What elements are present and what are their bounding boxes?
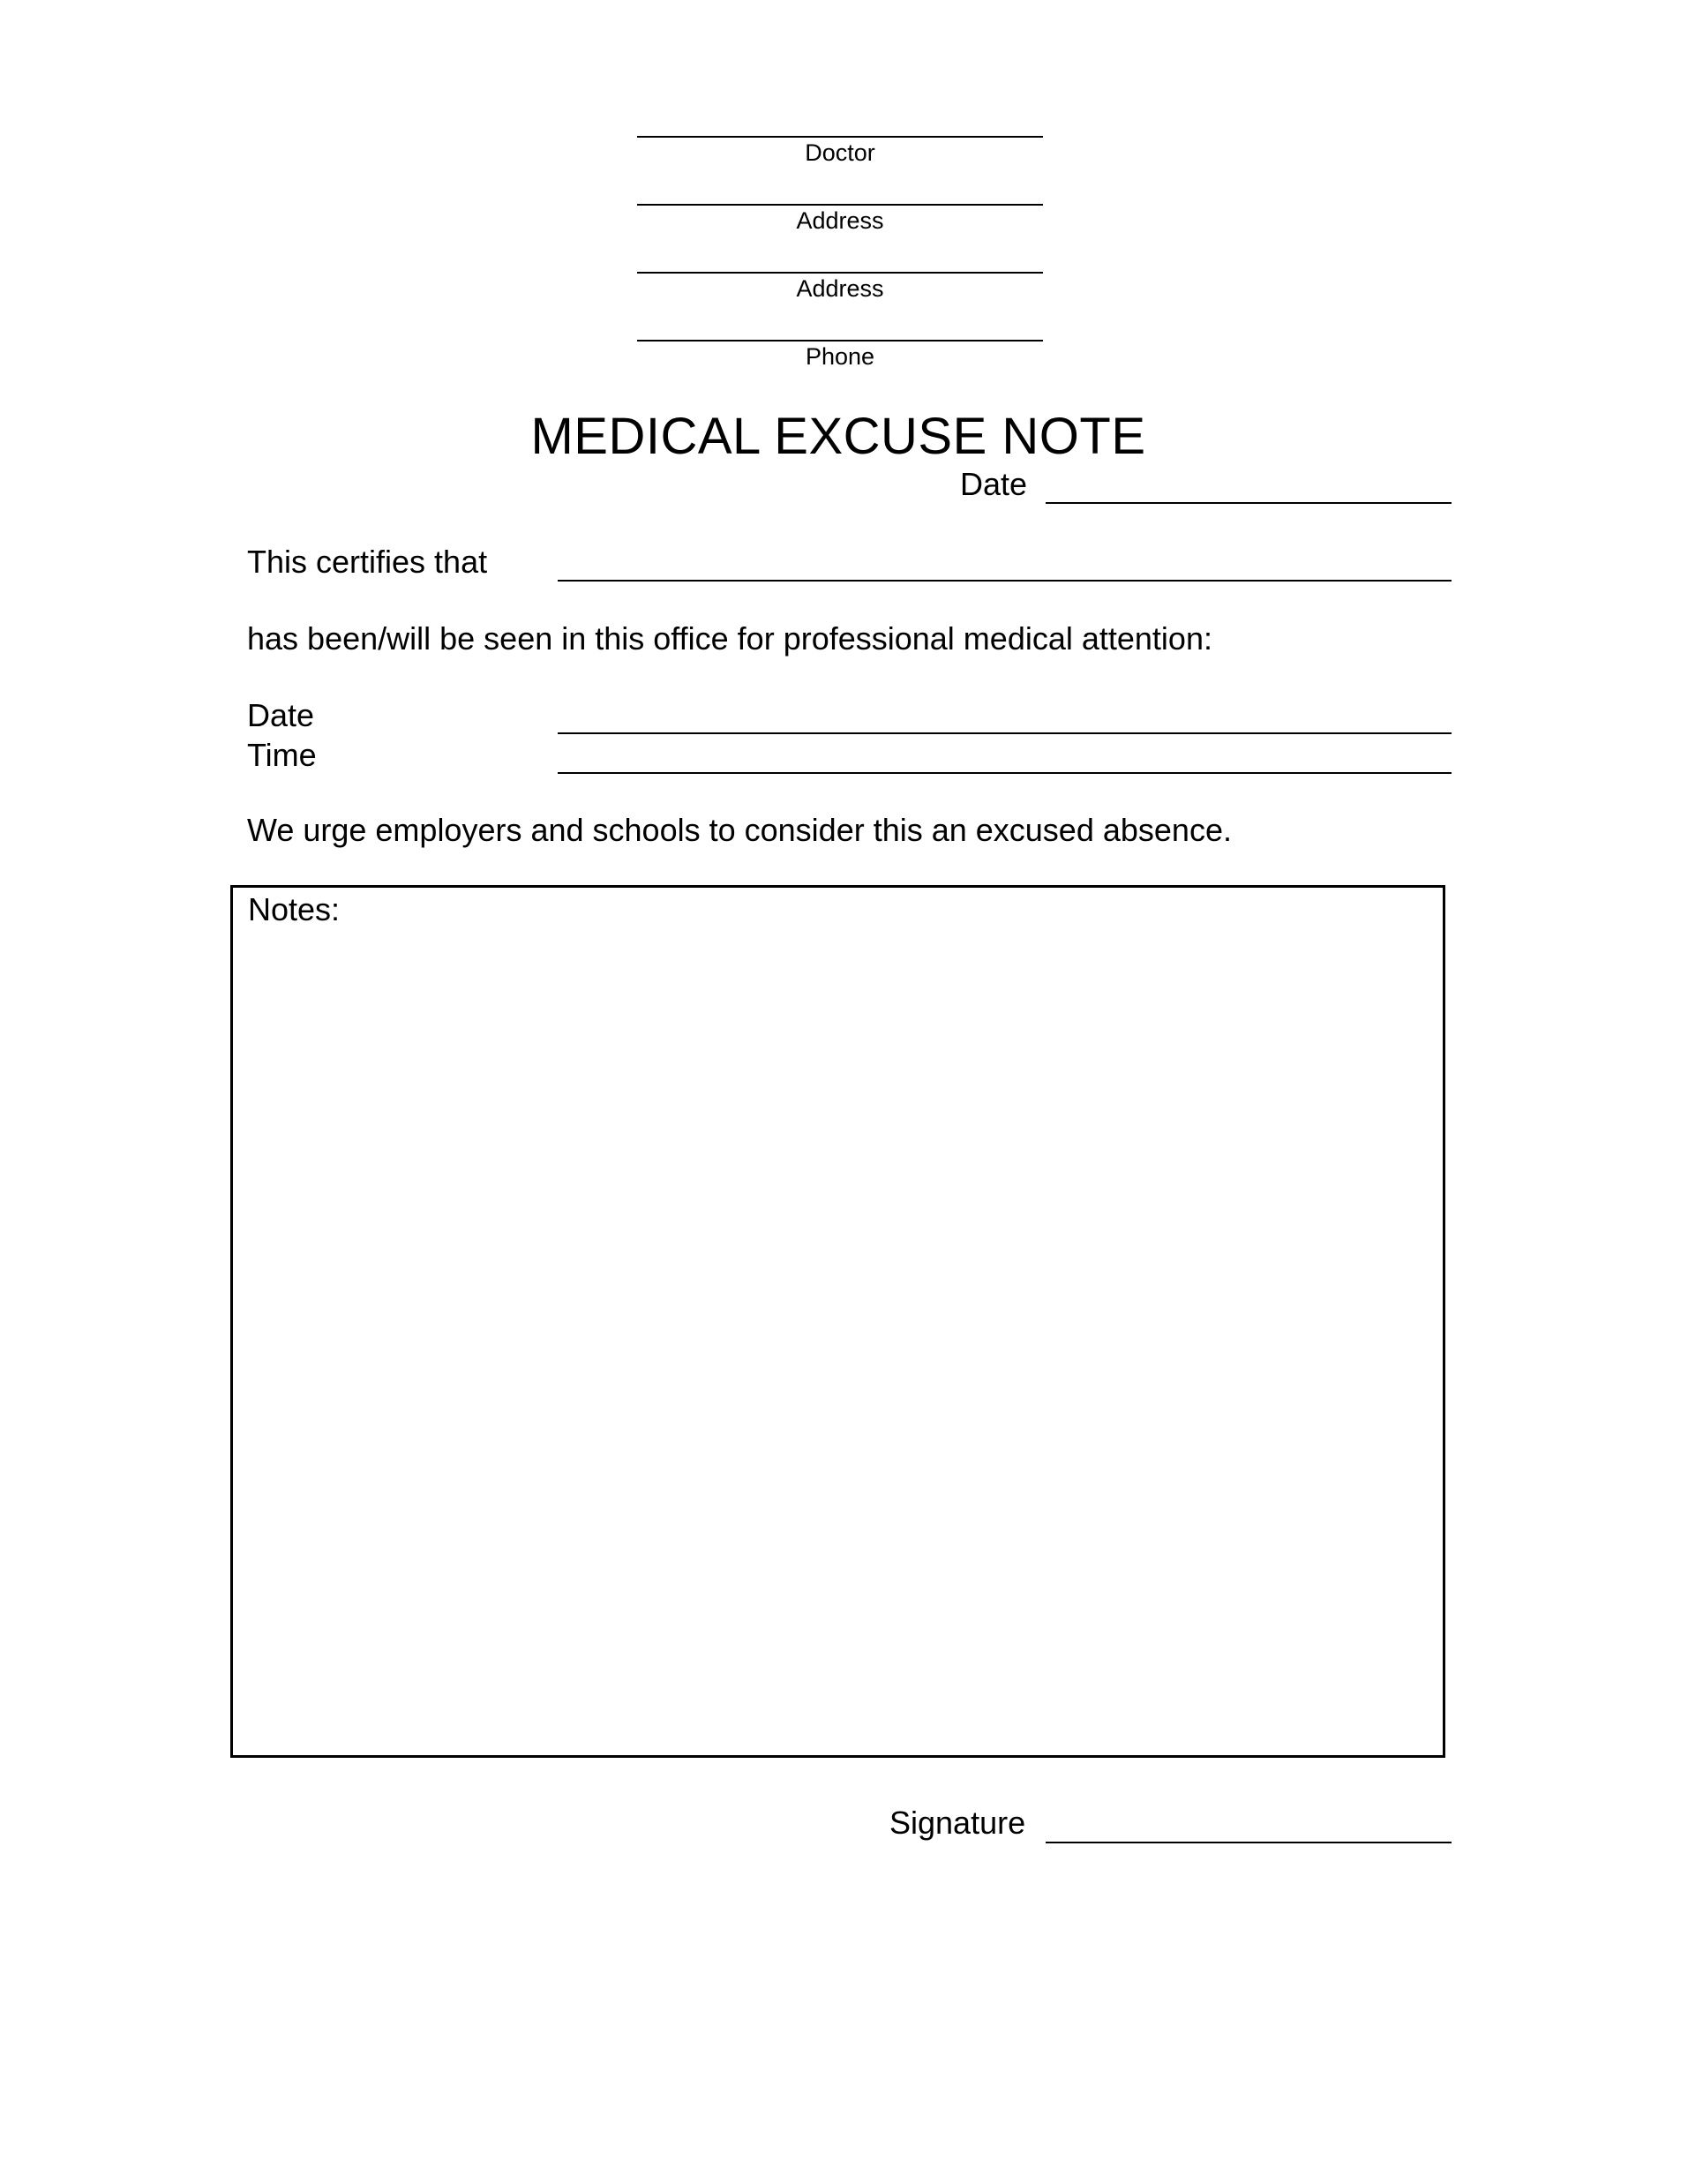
- address-line-1-field-line[interactable]: [637, 204, 1043, 206]
- visit-date-label: Date: [247, 697, 315, 733]
- visit-time-field-line[interactable]: [558, 772, 1452, 774]
- urge-statement: We urge employers and schools to consider this an excused absence.: [247, 812, 1232, 848]
- notes-box[interactable]: [230, 885, 1445, 1758]
- doctor-label: Doctor: [805, 139, 875, 166]
- date-top-label: Date: [960, 466, 1028, 502]
- document-title: MEDICAL EXCUSE NOTE: [530, 408, 1146, 465]
- patient-name-field-line[interactable]: [558, 580, 1452, 582]
- signature-label: Signature: [889, 1805, 1026, 1841]
- date-top-field-line[interactable]: [1046, 502, 1452, 504]
- visit-time-label: Time: [247, 737, 317, 773]
- address-line-2-label: Address: [796, 275, 884, 302]
- address-line-2-field-line[interactable]: [637, 272, 1043, 274]
- notes-label: Notes:: [248, 891, 341, 927]
- address-line-1-label: Address: [796, 207, 884, 234]
- signature-field-line[interactable]: [1046, 1842, 1452, 1843]
- visit-date-field-line[interactable]: [558, 732, 1452, 734]
- doctor-field-line[interactable]: [637, 136, 1043, 138]
- seen-statement: has been/will be seen in this office for professional medical attention:: [247, 620, 1212, 657]
- phone-field-line[interactable]: [637, 340, 1043, 341]
- phone-label: Phone: [805, 343, 875, 370]
- certifies-label: This certifies that: [247, 544, 488, 580]
